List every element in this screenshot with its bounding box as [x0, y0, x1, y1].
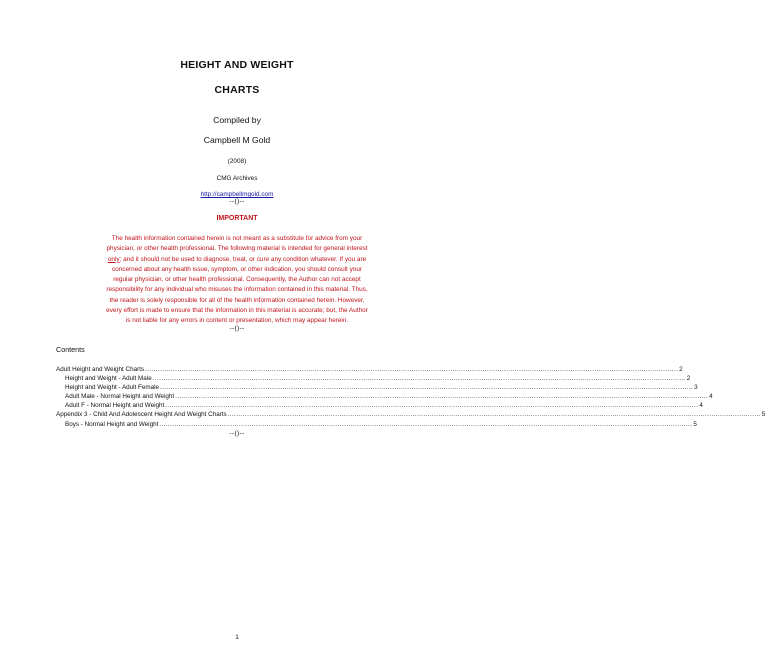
toc-entry-title: Height and Weight - Adult Male	[65, 375, 152, 383]
disclaimer-line: concerned about any health issue, symptom, or other indication, you should consult your	[111, 265, 363, 273]
toc-entry-page: 4	[699, 402, 703, 410]
toc-entry[interactable]	[56, 365, 683, 374]
toc-entry-title: Adult Male - Normal Height and Weight	[65, 393, 175, 401]
archive-name: CMG Archives	[216, 175, 258, 182]
toc-entry[interactable]	[56, 383, 698, 392]
toc-leader-dots: ........................................................................................................................................................................................................................................................	[165, 402, 699, 410]
toc-leader-dots: ........................................................................................................................................................................................................................................................	[227, 411, 761, 419]
toc-leader-dots: ........................................................................................................................................................................................................................................................	[175, 393, 709, 401]
disclaimer-line: is not liable for any errors in content or presentation, which may appear herein.	[125, 317, 349, 325]
compiled-by-label: Compiled by	[213, 115, 261, 125]
toc-entry-title: Adult F - Normal Height and Weight	[65, 402, 165, 410]
toc-entry-page: 3	[694, 384, 698, 392]
separator-bottom: --()--	[229, 430, 245, 437]
toc-leader-dots: ........................................................................................................................................................................................................................................................	[160, 384, 694, 392]
toc-entry-title: Boys - Normal Height and Weight	[65, 420, 159, 428]
publication-year: (2008)	[227, 158, 247, 165]
title-line-1: HEIGHT AND WEIGHT	[180, 59, 294, 71]
toc-entry-page: 5	[693, 420, 697, 428]
toc-entry-page: 5	[761, 411, 765, 419]
disclaimer-line: every effort is made to ensure that the information in this material is accurate; but, the Author	[106, 307, 368, 315]
toc-entry-title: Adult Height and Weight Charts	[56, 366, 145, 373]
contents-heading: Contents	[56, 345, 85, 354]
toc-entry-title: Appendix 3 - Child And Adolescent Height And Weight Charts	[56, 411, 227, 419]
toc-entry[interactable]	[56, 420, 697, 429]
toc-leader-dots: ........................................................................................................................................................................................................................................................	[159, 420, 693, 428]
table-of-contents	[56, 365, 765, 429]
disclaimer-line	[48, 255, 426, 265]
disclaimer-underlined-word: only	[107, 255, 120, 263]
disclaimer-line: the reader is solely responsible for all of the health information contained herein. However,	[109, 296, 365, 304]
toc-entry[interactable]	[56, 392, 713, 401]
toc-entry[interactable]	[56, 401, 703, 410]
separator-middle: --()--	[229, 325, 245, 332]
toc-entry[interactable]	[56, 410, 765, 419]
toc-entry[interactable]	[56, 374, 691, 383]
disclaimer-line: regular physician, or other health professional. Consequently, the Author can not accept	[113, 276, 361, 284]
archive-link[interactable]: http://campbellmgold.com	[200, 191, 274, 198]
disclaimer-text	[48, 234, 426, 327]
page-number: 1	[235, 634, 239, 641]
toc-entry-page: 2	[686, 375, 691, 383]
toc-entry-page: 4	[709, 393, 713, 401]
author-name: Campbell M Gold	[203, 135, 271, 145]
disclaimer-line-rest: ; and it should not be used to diagnose, treat, or cure any condition whatever. If you are	[119, 255, 367, 263]
toc-leader-dots: ........................................................................................................................................................................................................................................................	[152, 375, 686, 383]
toc-leader-dots: ........................................................................................................................................................................................................................................................	[145, 366, 679, 373]
disclaimer-line: responsibility for any individual who misuses the information contained in this material. Thus,	[106, 286, 368, 294]
separator-top: --()--	[229, 198, 245, 205]
toc-entry-title: Height and Weight - Adult Female	[65, 384, 160, 392]
important-heading: IMPORTANT	[216, 215, 258, 222]
title-line-2: CHARTS	[214, 84, 260, 96]
toc-entry-page: 2	[679, 366, 683, 373]
disclaimer-line: The health information contained herein is not meant as a substitute for advice from your	[111, 235, 363, 242]
disclaimer-line: physician, or other health professional. The following material is intended for general interest	[106, 245, 368, 253]
